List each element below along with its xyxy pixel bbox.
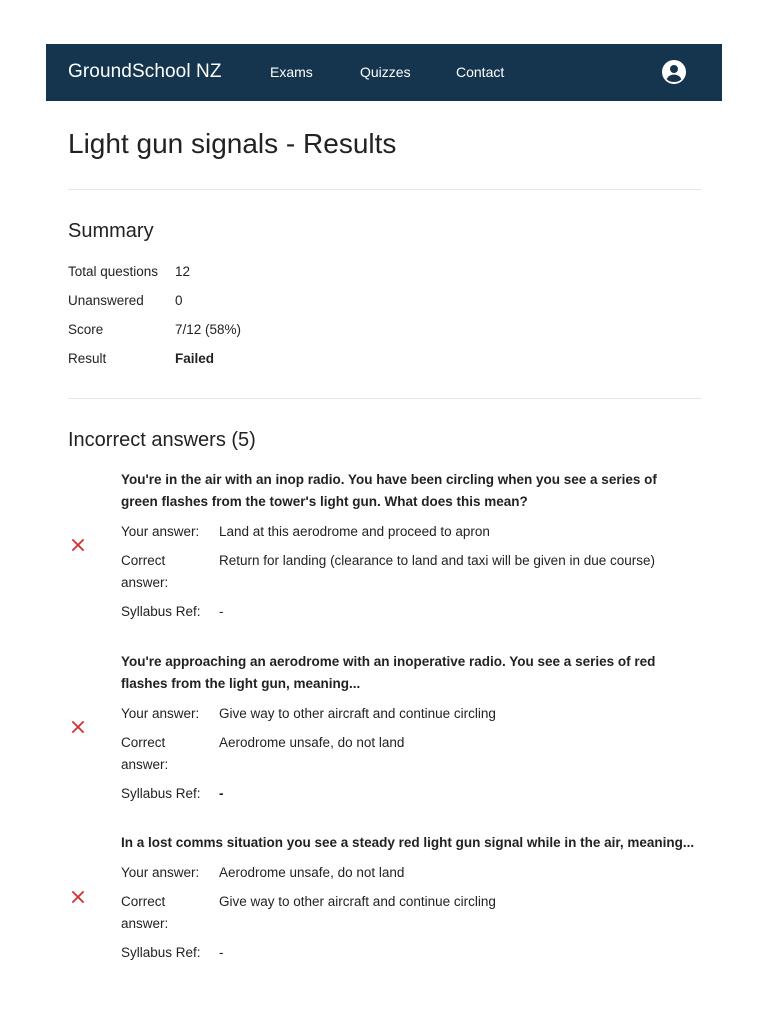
summary-value: 7/12 (58%)	[175, 322, 242, 337]
incorrect-answers-heading: Incorrect answers (5)	[68, 429, 256, 451]
your-answer-value: Aerodrome unsafe, do not land	[219, 865, 405, 880]
syllabus-ref-value: -	[219, 786, 224, 801]
summary-value: 0	[175, 293, 183, 308]
your-answer-label: Your answer:	[121, 865, 200, 880]
correct-answer-row	[121, 732, 696, 776]
summary-row-result	[68, 351, 368, 371]
syllabus-ref-label: Syllabus Ref:	[121, 945, 201, 960]
question-text: You're approaching an aerodrome with an inoperative radio. You see a series of red flashes from the light gun, meaning...	[121, 654, 656, 691]
correct-answer-value: Aerodrome unsafe, do not land	[219, 735, 405, 750]
incorrect-question-item	[68, 469, 701, 629]
syllabus-ref-value: -	[219, 945, 224, 960]
cross-icon	[71, 538, 85, 552]
summary-row-total-questions	[68, 264, 368, 284]
divider	[68, 189, 701, 190]
summary-heading: Summary	[68, 220, 154, 242]
syllabus-ref-row	[121, 601, 696, 623]
incorrect-question-item	[68, 651, 701, 811]
cross-icon	[71, 890, 85, 904]
correct-answer-label: Correct answer:	[121, 894, 169, 931]
divider	[68, 398, 701, 399]
summary-row-score	[68, 322, 368, 342]
your-answer-value: Give way to other aircraft and continue circling	[219, 706, 496, 721]
syllabus-ref-row	[121, 783, 696, 805]
your-answer-row	[121, 703, 696, 725]
your-answer-label: Your answer:	[121, 524, 200, 539]
correct-answer-value: Give way to other aircraft and continue circling	[219, 894, 496, 909]
summary-label: Unanswered	[68, 293, 144, 308]
nav-link-exams[interactable]: Exams	[270, 64, 313, 80]
cross-icon	[71, 720, 85, 734]
correct-answer-row	[121, 891, 696, 935]
your-answer-label: Your answer:	[121, 706, 200, 721]
question-text: In a lost comms situation you see a steady red light gun signal while in the air, meaning...	[121, 835, 695, 850]
summary-value: 12	[175, 264, 191, 279]
summary-row-unanswered	[68, 293, 368, 313]
incorrect-question-item	[68, 832, 701, 972]
account-circle-icon[interactable]	[662, 60, 686, 84]
result-value: Failed	[175, 351, 215, 366]
your-answer-row	[121, 862, 696, 884]
summary-label: Score	[68, 322, 104, 337]
correct-answer-value: Return for landing (clearance to land and taxi will be given in due course)	[219, 553, 656, 568]
syllabus-ref-row	[121, 942, 696, 964]
correct-answer-label: Correct answer:	[121, 735, 169, 772]
syllabus-ref-value: -	[219, 604, 224, 619]
your-answer-row	[121, 521, 696, 543]
correct-answer-row	[121, 550, 696, 594]
summary-label: Result	[68, 351, 107, 366]
brand-link[interactable]: GroundSchool NZ	[68, 61, 222, 82]
nav-link-quizzes[interactable]: Quizzes	[360, 64, 411, 80]
top-navbar	[46, 44, 722, 101]
your-answer-value: Land at this aerodrome and proceed to apron	[219, 524, 490, 539]
correct-answer-label: Correct answer:	[121, 553, 169, 590]
page-title: Light gun signals - Results	[68, 128, 397, 159]
question-text: You're in the air with an inop radio. You have been circling when you see a series of green flashes from the tower's light gun. What does this mean?	[121, 472, 657, 509]
nav-link-contact[interactable]: Contact	[456, 64, 505, 80]
syllabus-ref-label: Syllabus Ref:	[121, 786, 201, 801]
syllabus-ref-label: Syllabus Ref:	[121, 604, 201, 619]
summary-label: Total questions	[68, 264, 159, 279]
